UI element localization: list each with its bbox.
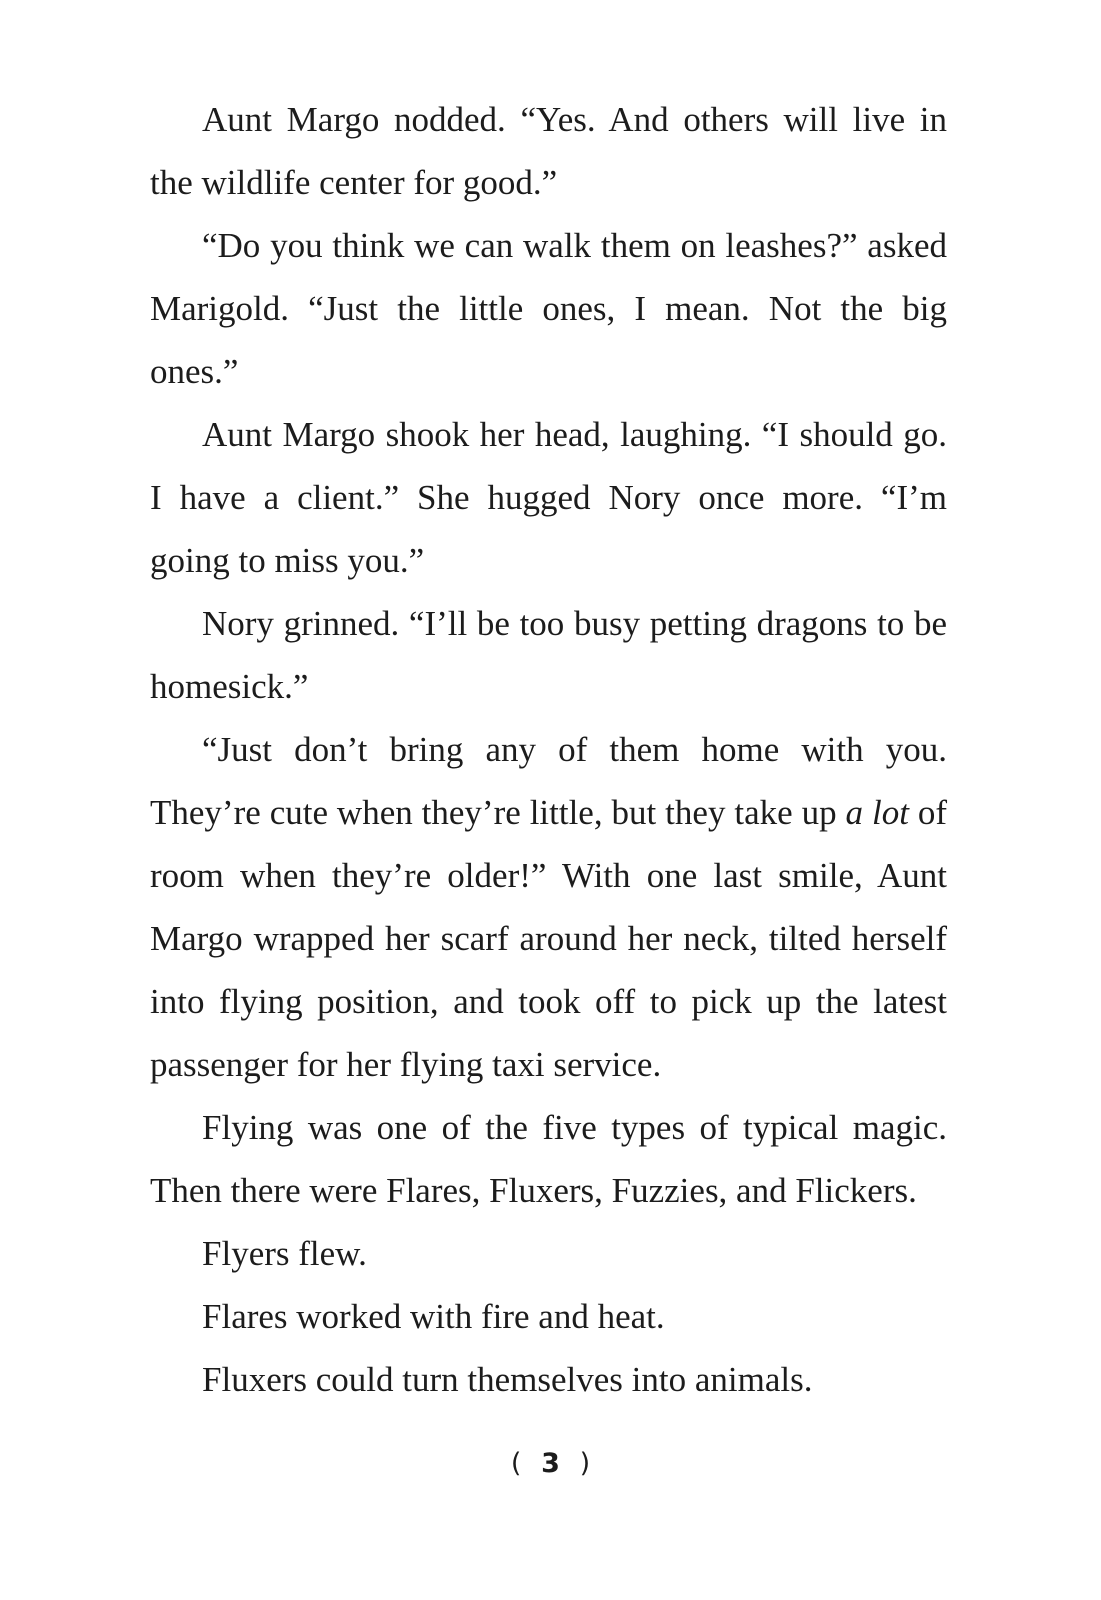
paragraph-6: Flying was one of the five types of typical magic. Then there were Flares, Fluxers, Fuzzies, and Flickers. xyxy=(150,1108,947,1210)
paragraph-7: Flyers flew. xyxy=(202,1234,367,1273)
body-text xyxy=(150,88,947,1411)
paragraph-8: Flares worked with fire and heat. xyxy=(202,1297,665,1336)
page-number-open-paren: ( xyxy=(510,1448,522,1479)
paragraph-1: Aunt Margo nodded. “Yes. And others will live in the wildlife center for good.” xyxy=(150,100,947,202)
paragraph-5-italic-a: a xyxy=(845,793,864,832)
paragraph-5-part-2: of room when they’re older!” With one last smile, Aunt Margo wrapped her scarf around her neck, tilted herself into flying position, and took off to pick up the latest passenger for her flying taxi service. xyxy=(150,793,948,1084)
paragraph-2: “Do you think we can walk them on leashes?” asked Marigold. “Just the little ones, I mean. Not the big ones.” xyxy=(150,226,947,391)
page-number: 3 xyxy=(541,1448,560,1479)
paragraph-5-space xyxy=(863,793,872,832)
paragraph-3: Aunt Margo shook her head, laughing. “I should go. I have a client.” She hugged Nory once more. “I’m going to miss you.” xyxy=(150,415,947,580)
paragraph-9: Fluxers could turn themselves into animals. xyxy=(202,1360,813,1399)
paragraph-5-part-1: “Just don’t bring any of them home with you. They’re cute when they’re little, but they take up xyxy=(150,730,947,832)
page-number-footer xyxy=(0,1448,1101,1479)
paragraph-4: Nory grinned. “I’ll be too busy petting dragons to be homesick.” xyxy=(150,604,947,706)
paragraph-5 xyxy=(150,718,947,1096)
page-number-close-paren: ) xyxy=(579,1448,591,1479)
paragraph-5-italic-lot: lot xyxy=(871,793,909,832)
